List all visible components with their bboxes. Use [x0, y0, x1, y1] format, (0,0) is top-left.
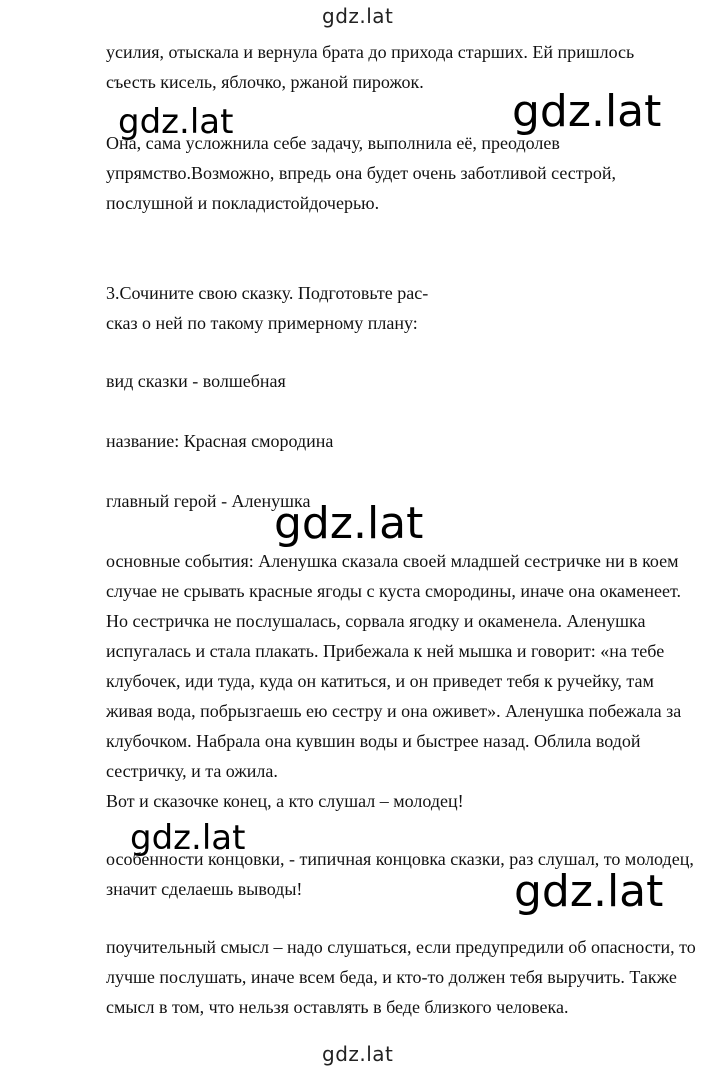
plan-ending-line-1: особенности концовки, - типичная концовка сказки, раз слушал, то молодец,: [106, 849, 694, 869]
watermark-lower-left: gdz.lat: [130, 818, 246, 858]
plan-events-line-1: основные события: Аленушка сказала своей младшей сестричке ни в коем: [106, 551, 679, 571]
plan-moral-line-3: смысл в том, что нельзя оставлять в беде близкого человека.: [106, 997, 569, 1017]
task-line-1: 3.Сочините свою сказку. Подготовьте рас-: [106, 283, 429, 303]
plan-events-line-3: Но сестричка не послушалась, сорвала ягодку и окаменела. Аленушка: [106, 611, 646, 631]
plan-events-line-2: случае не срывать красные ягоды с куста смородины, иначе она окаменеет.: [106, 581, 682, 601]
watermark-top: gdz.lat: [322, 4, 394, 28]
plan-events-line-8: сестричку, и та ожила.: [106, 761, 278, 781]
watermark-upper-left: gdz.lat: [118, 102, 234, 142]
watermark-upper-right: gdz.lat: [512, 86, 662, 137]
plan-events-line-4: испугалась и стала плакать. Прибежала к ней мышка и говорит: «на тебе: [106, 641, 665, 661]
watermark-lower-right: gdz.lat: [514, 866, 664, 917]
paragraph2-line-3: послушной и покладистойдочерью.: [106, 193, 380, 213]
watermark-center: gdz.lat: [274, 498, 424, 549]
plan-ending-line-2: значит сделаешь выводы!: [106, 879, 303, 899]
plan-events-line-7: клубочком. Набрала она кувшин воды и быстрее назад. Облила водой: [106, 731, 641, 751]
paragraph2-line-2: упрямство.Возможно, впредь она будет очень заботливой сестрой,: [106, 163, 616, 183]
paragraph2-line-1: Она, сама усложнила себе задачу, выполнила её, преодолев: [106, 133, 560, 153]
plan-title: название: Красная смородина: [106, 431, 334, 451]
plan-hero: главный герой - Аленушка: [106, 491, 311, 511]
plan-events-line-5: клубочек, иди туда, куда он катиться, и он приведет тебя к ручейку, там: [106, 671, 654, 691]
plan-moral-line-1: поучительный смысл – надо слушаться, если предупредили об опасности, то: [106, 937, 696, 957]
paragraph1-line-1: усилия, отыскала и вернула брата до прихода старших. Ей пришлось: [106, 42, 635, 62]
paragraph1-line-2: съесть кисель, яблочко, ржаной пирожок.: [106, 72, 424, 92]
plan-events-line-6: живая вода, побрызгаешь ею сестру и она оживет». Аленушка побежала за: [106, 701, 682, 721]
watermark-bottom: gdz.lat: [322, 1042, 394, 1066]
task-line-2: сказ о ней по такому примерному плану:: [106, 313, 418, 333]
plan-moral-line-2: лучше послушать, иначе всем беда, и кто-то должен тебя выручить. Также: [106, 967, 677, 987]
plan-events-line-9: Вот и сказочке конец, а кто слушал – молодец!: [106, 791, 464, 811]
plan-type: вид сказки - волшебная: [106, 371, 286, 391]
